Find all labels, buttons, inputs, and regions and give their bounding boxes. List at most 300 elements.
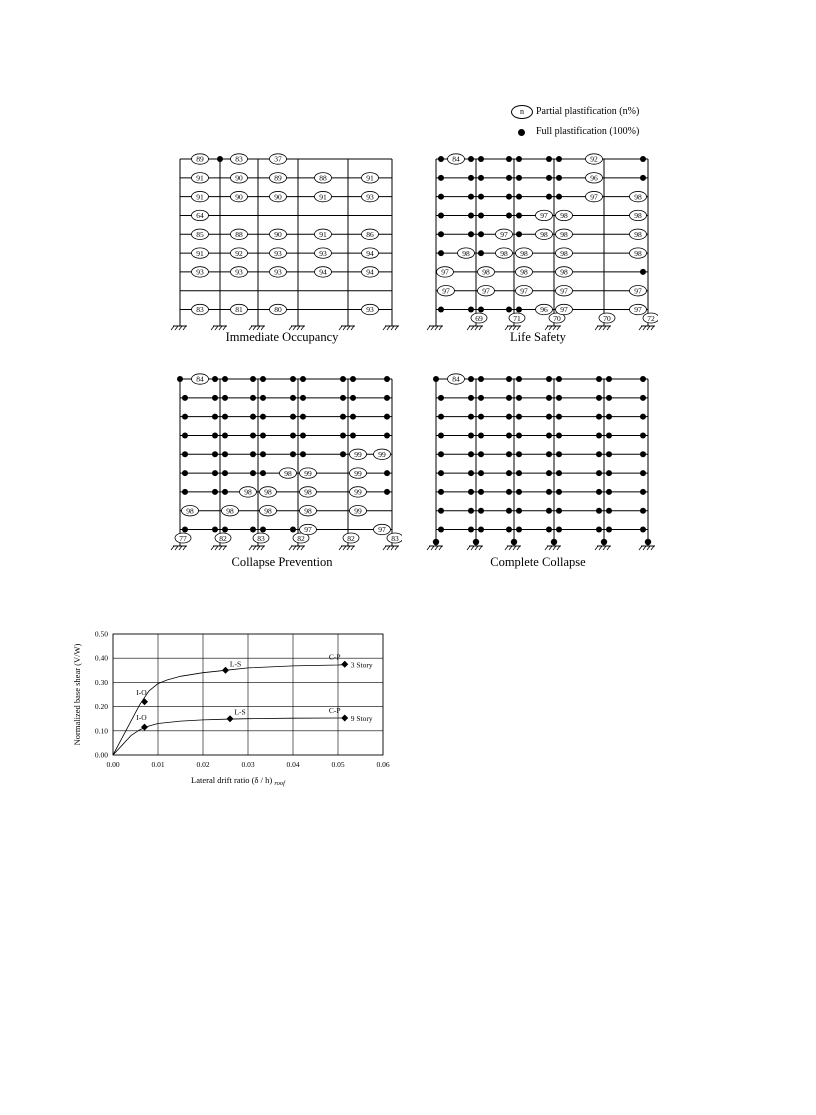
full-plastification-dot	[556, 508, 562, 514]
performance-level-label: C-P	[328, 705, 341, 715]
full-plastification-dot	[478, 489, 484, 495]
plastification-percent-label: 89	[274, 173, 282, 183]
plastification-percent-label: 98	[634, 229, 642, 239]
base-percent-label: 72	[647, 313, 655, 323]
fixed-support-icon	[545, 546, 561, 550]
chart-svg	[65, 625, 405, 795]
full-plastification-dot	[212, 470, 218, 476]
frame-diagram	[418, 150, 658, 335]
full-plastification-dot	[516, 395, 522, 401]
full-plastification-dot	[478, 508, 484, 514]
diamond-marker	[141, 724, 148, 731]
base-percent-label: 69	[475, 313, 483, 323]
plastification-percent-label: 98	[244, 487, 252, 497]
plastification-percent-label: 89	[196, 154, 204, 164]
full-plastification-dot	[350, 395, 356, 401]
full-plastification-dot	[222, 451, 228, 457]
full-plastification-dot	[468, 414, 474, 420]
panel-life-safety	[418, 150, 658, 350]
full-plastification-dot	[468, 470, 474, 476]
full-plastification-dot	[516, 376, 522, 382]
full-plastification-dot	[468, 175, 474, 181]
full-plastification-dot	[556, 527, 562, 533]
fixed-support-icon	[505, 546, 521, 550]
plastification-percent-label: 99	[304, 468, 312, 478]
plastification-percent-label: 98	[186, 506, 194, 516]
full-plastification-dot	[468, 451, 474, 457]
full-plastification-dot	[222, 432, 228, 438]
base-hinge-dot	[511, 539, 517, 545]
panel-title: Complete Collapse	[490, 555, 586, 569]
full-plastification-dot	[212, 414, 218, 420]
plastification-percent-label: 97	[560, 286, 568, 296]
full-plastification-dot	[468, 212, 474, 218]
plastification-percent-label: 88	[319, 173, 327, 183]
full-plastification-dot	[290, 451, 296, 457]
plastification-percent-label: 98	[634, 211, 642, 221]
plastification-percent-label: 97	[560, 305, 568, 315]
full-plastification-dot	[260, 527, 266, 533]
performance-level-label: I-O	[136, 713, 147, 723]
full-plastification-dot	[546, 508, 552, 514]
base-hinge-dot	[473, 539, 479, 545]
plastification-percent-label: 99	[378, 449, 386, 459]
full-plastification-dot	[438, 527, 444, 533]
legend-row-partial	[505, 102, 705, 122]
full-plastification-dot	[260, 414, 266, 420]
full-plastification-dot	[506, 307, 512, 313]
full-plastification-dot	[438, 470, 444, 476]
full-plastification-dot	[384, 470, 390, 476]
y-tick-label: 0.50	[94, 629, 108, 639]
plastification-percent-label: 83	[196, 305, 204, 315]
full-plastification-dot	[640, 395, 646, 401]
plastification-percent-label: 93	[235, 267, 243, 277]
full-plastification-dot	[546, 175, 552, 181]
full-plastification-dot	[556, 414, 562, 420]
plastification-percent-label: 97	[590, 192, 598, 202]
plastification-percent-label: 91	[366, 173, 374, 183]
base-hinge-dot	[551, 539, 557, 545]
plastification-percent-label: 99	[354, 468, 362, 478]
full-plastification-dot	[478, 470, 484, 476]
plastification-percent-label: 98	[226, 506, 234, 516]
full-dot-icon	[518, 129, 525, 136]
fixed-support-icon	[595, 546, 611, 550]
fixed-support-icon	[211, 546, 227, 550]
performance-level-label: L-S	[234, 707, 246, 717]
full-plastification-dot	[182, 451, 188, 457]
full-plastification-dot	[468, 432, 474, 438]
full-plastification-dot	[506, 489, 512, 495]
series-name-label: 9 Story	[350, 713, 373, 723]
full-plastification-dot	[340, 395, 346, 401]
full-plastification-dot	[438, 508, 444, 514]
full-plastification-dot	[606, 470, 612, 476]
full-plastification-dot	[596, 414, 602, 420]
plastification-percent-label: 80	[274, 305, 282, 315]
full-plastification-dot	[478, 527, 484, 533]
plastification-percent-label: 84	[452, 154, 460, 164]
full-plastification-dot	[606, 508, 612, 514]
full-plastification-dot	[260, 395, 266, 401]
plastification-percent-label: 91	[319, 229, 327, 239]
plastification-percent-label: 98	[634, 192, 642, 202]
panel-complete-collapse	[418, 370, 658, 570]
full-plastification-dot	[438, 489, 444, 495]
full-plastification-dot	[606, 376, 612, 382]
plastification-percent-label: 86	[366, 229, 374, 239]
full-plastification-dot	[468, 156, 474, 162]
full-plastification-dot	[260, 470, 266, 476]
plastification-percent-label: 93	[274, 267, 282, 277]
y-tick-label: 0.30	[94, 677, 108, 687]
full-plastification-dot	[384, 414, 390, 420]
plastification-percent-label: 90	[235, 173, 243, 183]
plastification-percent-label: 84	[196, 374, 204, 384]
plastification-percent-label: 93	[196, 267, 204, 277]
full-plastification-dot	[516, 307, 522, 313]
plastification-percent-label: 98	[634, 248, 642, 258]
full-plastification-dot	[556, 432, 562, 438]
plastification-percent-label: 99	[354, 449, 362, 459]
full-plastification-dot	[516, 527, 522, 533]
plastification-percent-label: 97	[441, 267, 449, 277]
full-plastification-dot	[250, 395, 256, 401]
pushover-chart	[65, 625, 405, 795]
full-plastification-dot	[300, 451, 306, 457]
full-plastification-dot	[640, 376, 646, 382]
full-plastification-dot	[250, 527, 256, 533]
full-plastification-dot	[250, 414, 256, 420]
plastification-percent-label: 91	[196, 192, 204, 202]
full-plastification-dot	[516, 414, 522, 420]
plastification-percent-label: 97	[540, 211, 548, 221]
full-plastification-dot	[212, 489, 218, 495]
x-tick-label: 0.04	[286, 760, 300, 769]
full-plastification-dot	[478, 414, 484, 420]
full-plastification-dot	[182, 489, 188, 495]
full-plastification-dot	[438, 307, 444, 313]
full-plastification-dot	[182, 527, 188, 533]
full-plastification-dot	[516, 432, 522, 438]
full-plastification-dot	[468, 376, 474, 382]
diamond-marker	[222, 667, 229, 674]
full-plastification-dot	[250, 470, 256, 476]
full-plastification-dot	[506, 470, 512, 476]
plastification-percent-label: 98	[500, 248, 508, 258]
plastification-percent-label: 84	[452, 374, 460, 384]
full-plastification-dot	[222, 414, 228, 420]
legend-row-full	[505, 122, 705, 142]
full-plastification-dot	[478, 156, 484, 162]
plastification-percent-label: 99	[354, 487, 362, 497]
full-plastification-dot	[478, 395, 484, 401]
base-percent-label: 71	[513, 313, 521, 323]
panel-immediate-occupancy	[162, 150, 402, 350]
full-plastification-dot	[546, 395, 552, 401]
plastification-percent-label: 98	[264, 487, 272, 497]
full-plastification-dot	[556, 395, 562, 401]
performance-level-label: C-P	[328, 652, 341, 662]
panel-title: Immediate Occupancy	[225, 330, 339, 344]
full-plastification-dot	[516, 508, 522, 514]
full-plastification-dot	[250, 451, 256, 457]
full-plastification-dot	[250, 376, 256, 382]
column-hinge-dot	[433, 376, 439, 382]
base-hinge-dot	[601, 539, 607, 545]
full-plastification-dot	[300, 414, 306, 420]
plastification-percent-label: 98	[560, 267, 568, 277]
plastification-percent-label: 98	[284, 468, 292, 478]
full-plastification-dot	[546, 451, 552, 457]
plastification-percent-label: 93	[366, 192, 374, 202]
full-plastification-dot	[640, 269, 646, 275]
full-plastification-dot	[182, 395, 188, 401]
y-tick-label: 0.20	[94, 702, 108, 712]
full-plastification-dot	[506, 432, 512, 438]
full-plastification-dot	[468, 307, 474, 313]
full-plastification-dot	[516, 231, 522, 237]
full-plastification-dot	[546, 470, 552, 476]
full-plastification-dot	[556, 376, 562, 382]
full-plastification-dot	[506, 395, 512, 401]
full-plastification-dot	[546, 414, 552, 420]
base-percent-label: 70	[603, 313, 611, 323]
full-plastification-dot	[516, 489, 522, 495]
plastification-percent-label: 93	[366, 305, 374, 315]
x-tick-label: 0.05	[331, 760, 345, 769]
fixed-support-icon	[339, 546, 355, 550]
full-plastification-dot	[640, 527, 646, 533]
full-plastification-dot	[506, 376, 512, 382]
full-plastification-dot	[478, 307, 484, 313]
full-plastification-dot	[468, 508, 474, 514]
plastification-percent-label: 98	[304, 506, 312, 516]
plastification-percent-label: 97	[482, 286, 490, 296]
full-plastification-dot	[222, 489, 228, 495]
diamond-marker	[341, 661, 348, 668]
plastification-percent-label: 98	[560, 229, 568, 239]
full-plastification-dot	[340, 451, 346, 457]
base-percent-label: 83	[391, 533, 399, 543]
diamond-marker	[227, 715, 234, 722]
plastification-percent-label: 88	[235, 229, 243, 239]
full-plastification-dot	[596, 470, 602, 476]
full-plastification-dot	[350, 376, 356, 382]
full-plastification-dot	[478, 194, 484, 200]
plastification-percent-label: 94	[319, 267, 327, 277]
full-plastification-dot	[506, 175, 512, 181]
x-axis-label: Lateral drift ratio (δ / h) $_{roof}$	[191, 775, 285, 787]
full-plastification-dot	[606, 451, 612, 457]
full-plastification-dot	[516, 156, 522, 162]
full-plastification-dot	[290, 432, 296, 438]
full-plastification-dot	[384, 432, 390, 438]
full-plastification-dot	[300, 395, 306, 401]
plastification-percent-label: 92	[590, 154, 598, 164]
plastification-percent-label: 90	[274, 229, 282, 239]
plastification-percent-label: 90	[235, 192, 243, 202]
plastification-percent-label: 98	[560, 211, 568, 221]
full-plastification-dot	[290, 527, 296, 533]
plastification-percent-label: 93	[319, 248, 327, 258]
plastification-percent-label: 97	[304, 525, 312, 535]
plastification-percent-label: 98	[520, 248, 528, 258]
full-plastification-dot	[290, 376, 296, 382]
full-plastification-dot	[182, 414, 188, 420]
plastification-percent-label: 96	[540, 305, 548, 315]
full-plastification-dot	[438, 156, 444, 162]
full-plastification-dot	[182, 470, 188, 476]
x-tick-label: 0.00	[106, 760, 120, 769]
full-plastification-dot	[212, 432, 218, 438]
full-plastification-dot	[438, 175, 444, 181]
plastification-percent-label: 90	[274, 192, 282, 202]
series-name-label: 3 Story	[350, 660, 373, 670]
full-plastification-dot	[556, 175, 562, 181]
plastification-percent-label: 97	[442, 286, 450, 296]
plastification-percent-label: 97	[378, 525, 386, 535]
full-plastification-dot	[640, 470, 646, 476]
full-plastification-dot	[640, 414, 646, 420]
full-plastification-dot	[506, 527, 512, 533]
full-plastification-dot	[290, 414, 296, 420]
plastification-percent-label: 85	[196, 229, 204, 239]
full-plastification-dot	[384, 376, 390, 382]
full-plastification-dot	[556, 470, 562, 476]
full-plastification-dot	[468, 527, 474, 533]
base-percent-label: 83	[257, 533, 265, 543]
series-line-2	[113, 718, 345, 755]
frame-diagram	[418, 370, 658, 555]
full-plastification-dot	[438, 414, 444, 420]
column-hinge-dot	[217, 156, 223, 162]
full-plastification-dot	[438, 451, 444, 457]
plastification-percent-label: 98	[304, 487, 312, 497]
full-plastification-dot	[468, 231, 474, 237]
x-tick-label: 0.01	[151, 760, 165, 769]
full-plastification-dot	[506, 414, 512, 420]
frame-diagram	[162, 150, 402, 335]
panel-title: Life Safety	[510, 330, 566, 344]
full-plastification-dot	[438, 212, 444, 218]
series-line-1	[113, 665, 345, 755]
plastification-percent-label: 98	[540, 229, 548, 239]
full-plastification-dot	[506, 212, 512, 218]
plastification-percent-label: 97	[500, 229, 508, 239]
plastification-percent-label: 99	[354, 506, 362, 516]
full-plastification-dot	[640, 451, 646, 457]
plastification-percent-label: 91	[196, 248, 204, 258]
x-tick-label: 0.02	[196, 760, 210, 769]
column-hinge-dot	[177, 376, 183, 382]
fixed-support-icon	[289, 546, 305, 550]
y-tick-label: 0.40	[94, 653, 108, 663]
full-plastification-dot	[212, 395, 218, 401]
full-plastification-dot	[212, 451, 218, 457]
full-plastification-dot	[350, 414, 356, 420]
plastification-percent-label: 97	[634, 305, 642, 315]
x-tick-label: 0.06	[376, 760, 390, 769]
full-plastification-dot	[516, 451, 522, 457]
full-plastification-dot	[640, 175, 646, 181]
y-tick-label: 0.00	[94, 750, 108, 760]
full-plastification-dot	[438, 194, 444, 200]
full-plastification-dot	[340, 414, 346, 420]
full-plastification-dot	[556, 451, 562, 457]
full-plastification-dot	[478, 231, 484, 237]
full-plastification-dot	[222, 470, 228, 476]
plastification-percent-label: 98	[560, 248, 568, 258]
plastification-percent-label: 98	[264, 506, 272, 516]
full-plastification-dot	[546, 194, 552, 200]
plastification-percent-label: 94	[366, 267, 374, 277]
full-plastification-dot	[506, 451, 512, 457]
plastification-percent-label: 98	[482, 267, 490, 277]
base-percent-label: 82	[219, 533, 227, 543]
plastification-percent-label: 98	[520, 267, 528, 277]
full-plastification-dot	[300, 432, 306, 438]
panel-collapse-prevention	[162, 370, 402, 570]
full-plastification-dot	[478, 250, 484, 256]
full-plastification-dot	[640, 489, 646, 495]
full-plastification-dot	[606, 489, 612, 495]
full-plastification-dot	[468, 194, 474, 200]
plastification-percent-label: 93	[274, 248, 282, 258]
full-plastification-dot	[478, 451, 484, 457]
y-tick-label: 0.10	[94, 726, 108, 736]
full-plastification-dot	[222, 376, 228, 382]
plastification-percent-label: 97	[520, 286, 528, 296]
full-plastification-dot	[260, 451, 266, 457]
base-percent-label: 70	[553, 313, 561, 323]
full-plastification-dot	[640, 432, 646, 438]
full-plastification-dot	[516, 175, 522, 181]
full-plastification-dot	[546, 489, 552, 495]
full-plastification-dot	[340, 432, 346, 438]
full-plastification-dot	[516, 194, 522, 200]
legend-partial-label: Partial plastification (n%)	[536, 106, 640, 117]
full-plastification-dot	[516, 470, 522, 476]
x-tick-label: 0.03	[241, 760, 255, 769]
full-plastification-dot	[478, 376, 484, 382]
full-plastification-dot	[468, 489, 474, 495]
partial-symbol-icon: n	[511, 105, 533, 119]
full-plastification-dot	[438, 250, 444, 256]
full-plastification-dot	[596, 508, 602, 514]
full-plastification-dot	[260, 376, 266, 382]
base-percent-label: 77	[179, 533, 187, 543]
full-plastification-dot	[222, 395, 228, 401]
diamond-marker	[341, 714, 348, 721]
full-plastification-dot	[290, 395, 296, 401]
full-plastification-dot	[546, 156, 552, 162]
plastification-percent-label: 92	[235, 248, 243, 258]
full-plastification-dot	[250, 432, 256, 438]
full-plastification-dot	[506, 194, 512, 200]
plastification-percent-label: 81	[235, 305, 243, 315]
plastification-percent-label: 98	[462, 248, 470, 258]
full-plastification-dot	[596, 432, 602, 438]
fixed-support-icon	[171, 546, 187, 550]
full-plastification-dot	[506, 156, 512, 162]
full-plastification-dot	[546, 527, 552, 533]
fixed-support-icon	[639, 546, 655, 550]
base-percent-label: 82	[297, 533, 305, 543]
frame-diagram	[162, 370, 402, 555]
full-plastification-dot	[340, 376, 346, 382]
